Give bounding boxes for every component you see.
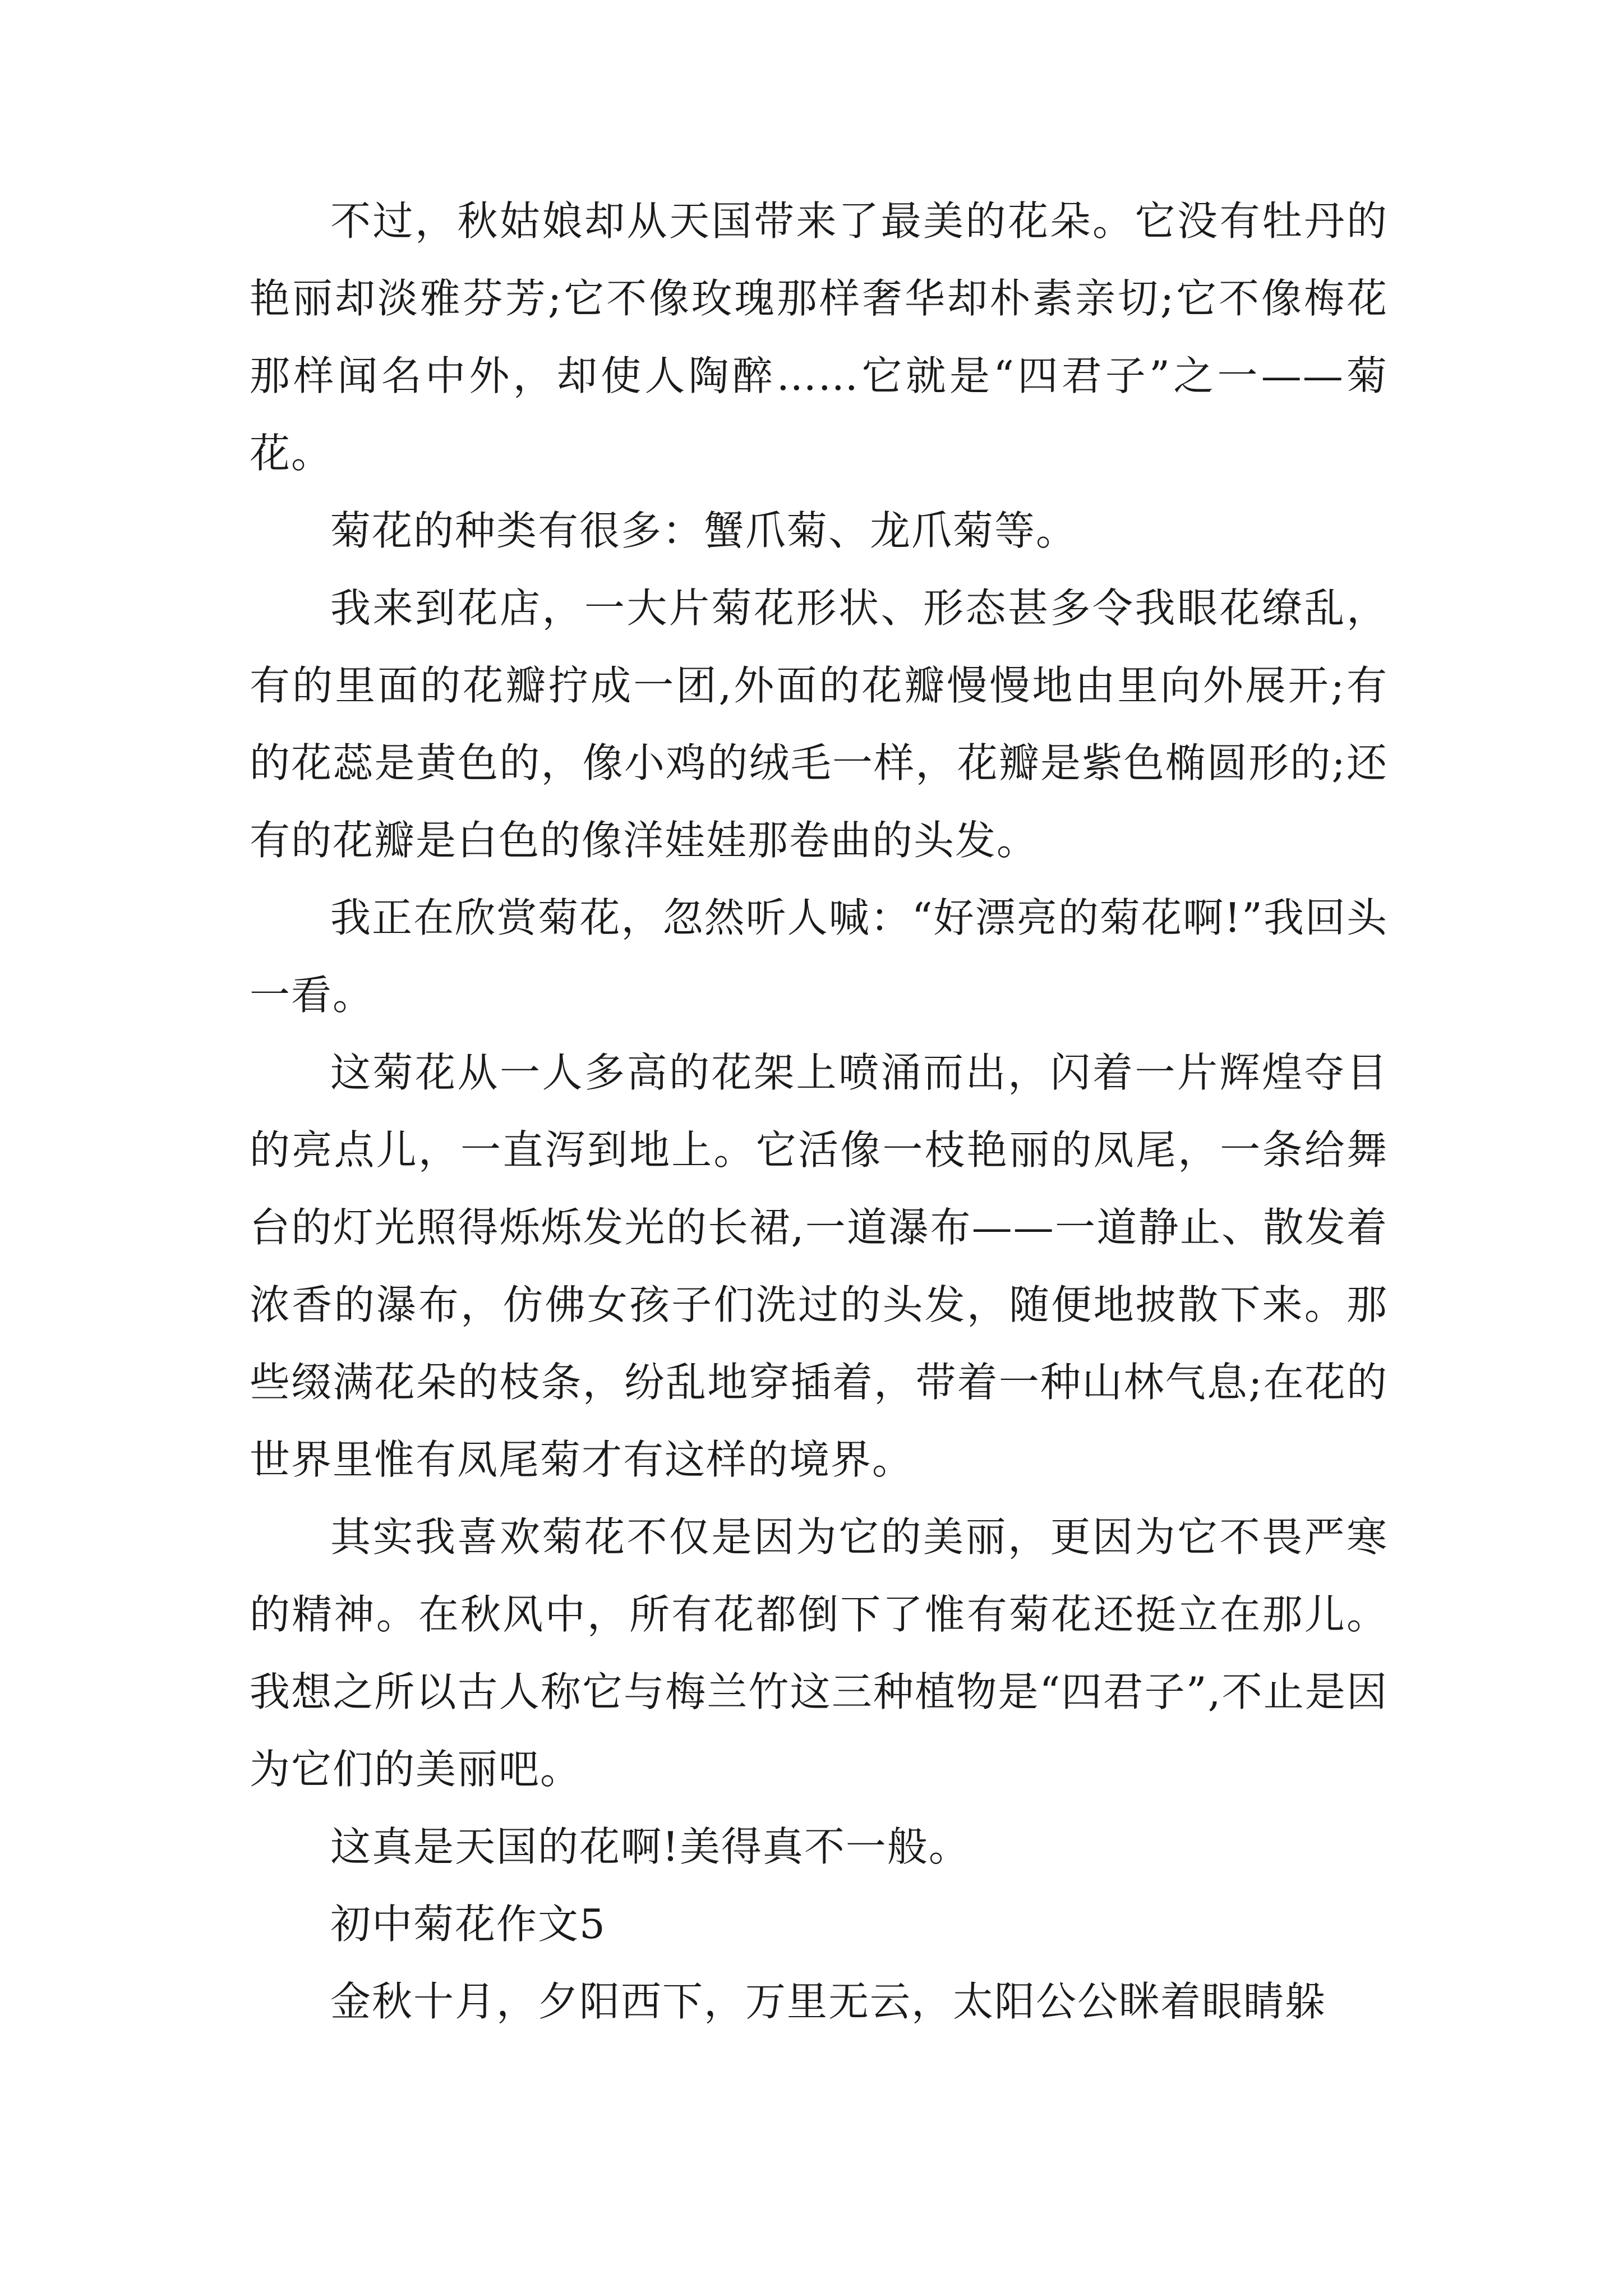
- paragraph-2: 菊花的种类有很多：蟹爪菊、龙爪菊等。: [330, 507, 1078, 554]
- document-body: [250, 182, 1388, 2040]
- paragraph-6: 其实我喜欢菊花不仅是因为它的美丽，更因为它不畏严寒的精神。在秋风中，所有花都倒下了惟有菊花还挺立在那儿。我想之所以古人称它与梅兰竹这三种植物是“四君子”,不止是因为它们的美丽吧。: [250, 1513, 1388, 1793]
- paragraph-7: 这真是天国的花啊!美得真不一般。: [330, 1823, 970, 1870]
- paragraph-5: 这菊花从一人多高的花架上喷涌而出，闪着一片辉煌夺目的亮点儿，一直泻到地上。它活像一枝艳丽的凤尾，一条给舞台的灯光照得烁烁发光的长裙,一道瀑布——一道静止、散发着浓香的瀑布，仿佛女孩子们洗过的头发，随便地披散下来。那些缀满花朵的枝条，纷乱地穿插着，带着一种山林气息;在花的世界里惟有凤尾菊才有这样的境界。: [250, 1049, 1388, 1483]
- section-heading: 初中菊花作文5: [330, 1901, 606, 1948]
- paragraph-4: 我正在欣赏菊花，忽然听人喊：“好漂亮的菊花啊!”我回头一看。: [250, 894, 1388, 1019]
- paragraph-1: 不过，秋姑娘却从天国带来了最美的花朵。它没有牡丹的艳丽却淡雅芬芳;它不像玫瑰那样奢华却朴素亲切;它不像梅花那样闻名中外，却使人陶醉……它就是“四君子”之一——菊花。: [250, 197, 1388, 477]
- paragraph-8: 金秋十月，夕阳西下，万里无云，太阳公公眯着眼睛躲: [330, 1978, 1327, 2025]
- paragraph-3: 我来到花店，一大片菊花形状、形态甚多令我眼花缭乱，有的里面的花瓣拧成一团,外面的花瓣慢慢地由里向外展开;有的花蕊是黄色的，像小鸡的绒毛一样，花瓣是紫色椭圆形的;还有的花瓣是白色的像洋娃娃那卷曲的头发。: [250, 585, 1388, 864]
